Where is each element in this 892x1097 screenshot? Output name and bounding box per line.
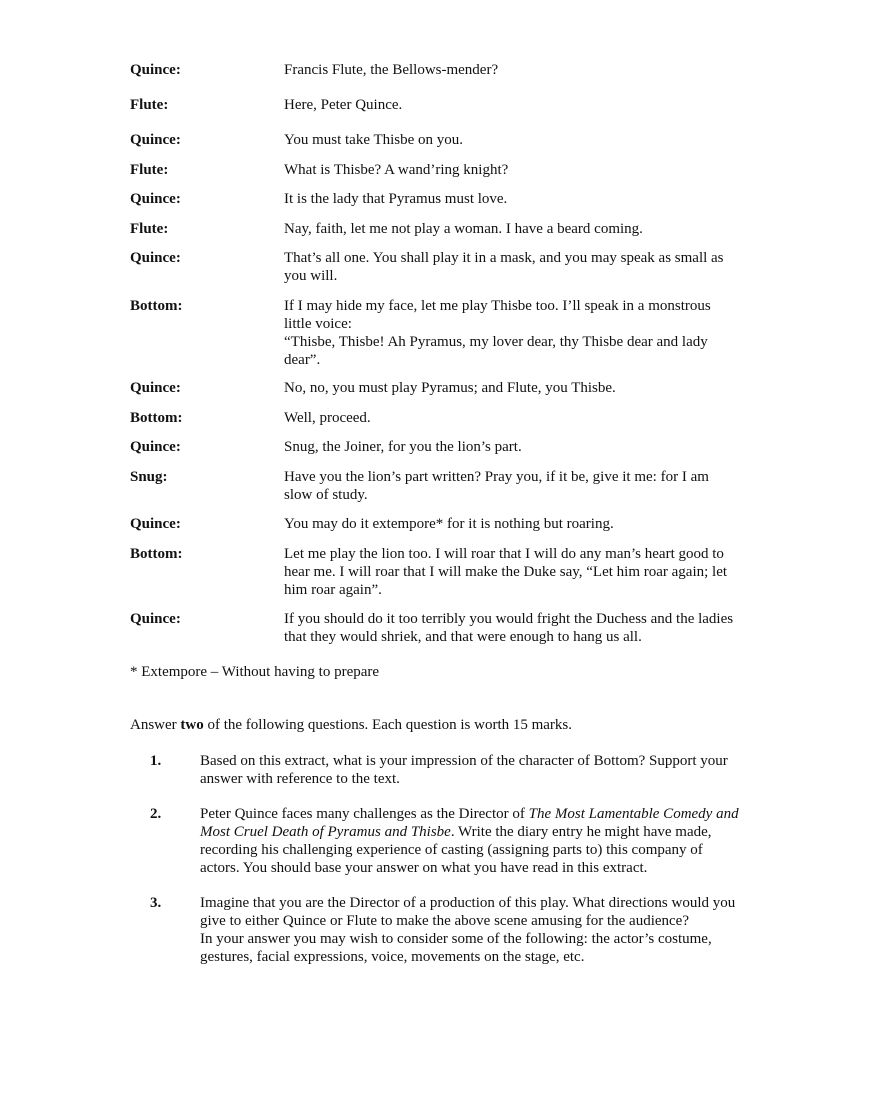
question-number: 1. <box>150 753 162 769</box>
speech-text: That’s all one. You shall play it in a mask, and you may speak as small as you will. <box>284 250 724 284</box>
speech-text: Have you the lion’s part written? Pray you, if it be, give it me: for I am slow of study. <box>284 469 709 503</box>
speaker-name: Quince: <box>130 62 181 78</box>
speaker-name: Quince: <box>130 439 181 455</box>
speech-text: Here, Peter Quince. <box>284 97 403 113</box>
question-line: Based on this extract, what is your impression of the character of Bottom? Support your <box>200 753 728 769</box>
question-text <box>200 894 760 966</box>
speech-text: Well, proceed. <box>284 410 371 426</box>
question-line <box>200 805 760 823</box>
speech-text: Snug, the Joiner, for you the lion’s part. <box>284 439 522 455</box>
speaker-name: Flute: <box>130 162 169 178</box>
speaker-name: Quince: <box>130 516 181 532</box>
question-line: actors. You should base your answer on what you have read in this extract. <box>200 860 648 876</box>
speech-text: It is the lady that Pyramus must love. <box>284 191 508 207</box>
question-number: 2. <box>150 806 162 822</box>
speech-text: If you should do it too terribly you would fright the Duchess and the ladies that they would shriek, and that were enough to hang us all. <box>284 611 734 645</box>
speech-text: No, no, you must play Pyramus; and Flute, you Thisbe. <box>284 380 616 396</box>
question-line: In your answer you may wish to consider some of the following: the actor’s costume, <box>200 931 712 947</box>
speaker-name: Quince: <box>130 132 181 148</box>
speaker-name: Flute: <box>130 221 169 237</box>
speaker-name: Bottom: <box>130 298 183 314</box>
instructions-text-before: Answer <box>130 717 181 733</box>
speaker-name: Quince: <box>130 380 181 396</box>
question-line-text: . Write the diary entry he might have made, <box>450 824 712 840</box>
question-line: Imagine that you are the Director of a production of this play. What directions would you <box>200 895 736 911</box>
question-text <box>200 752 760 788</box>
question-line <box>200 823 760 841</box>
instructions <box>130 716 572 734</box>
speech-text: If I may hide my face, let me play Thisbe too. I’ll speak in a monstrous little voice: “Thisbe, Thisbe! Ah Pyramus, my lover dear, thy Thisbe dear and lady dear”. <box>284 298 711 368</box>
instructions-text-after: of the following questions. Each question is worth 15 marks. <box>203 717 573 733</box>
question-line: give to either Quince or Flute to make the above scene amusing for the audience? <box>200 913 689 929</box>
speaker-name: Bottom: <box>130 546 183 562</box>
speech-text: Francis Flute, the Bellows-mender? <box>284 62 499 78</box>
question-text <box>200 805 760 877</box>
speech-text: What is Thisbe? A wand’ring knight? <box>284 162 509 178</box>
question-line: answer with reference to the text. <box>200 771 400 787</box>
speaker-name: Snug: <box>130 469 168 485</box>
speech-text: You may do it extempore* for it is nothing but roaring. <box>284 516 614 532</box>
instructions-emphasis: two <box>180 717 204 733</box>
question-number: 3. <box>150 895 162 911</box>
question-line: recording his challenging experience of casting (assigning parts to) this company of <box>200 842 703 858</box>
speaker-name: Flute: <box>130 97 169 113</box>
speech-text: Let me play the lion too. I will roar that I will do any man’s heart good to hear me. I will roar that I will make the Duke say, “Let him roar again; let him roar again”. <box>284 546 728 598</box>
speaker-name: Bottom: <box>130 410 183 426</box>
speaker-name: Quince: <box>130 250 181 266</box>
speaker-name: Quince: <box>130 191 181 207</box>
question-line: gestures, facial expressions, voice, movements on the stage, etc. <box>200 949 585 965</box>
speaker-name: Quince: <box>130 611 181 627</box>
speech-text: Nay, faith, let me not play a woman. I have a beard coming. <box>284 221 643 237</box>
footnote: * Extempore – Without having to prepare <box>130 664 380 680</box>
question-line-text: Peter Quince faces many challenges as the Director of <box>200 806 529 822</box>
speech-text: You must take Thisbe on you. <box>284 132 464 148</box>
play-title-part-2: Most Cruel Death of Pyramus and Thisbe <box>200 824 451 840</box>
play-title-part-1: The Most Lamentable Comedy and <box>528 806 739 822</box>
